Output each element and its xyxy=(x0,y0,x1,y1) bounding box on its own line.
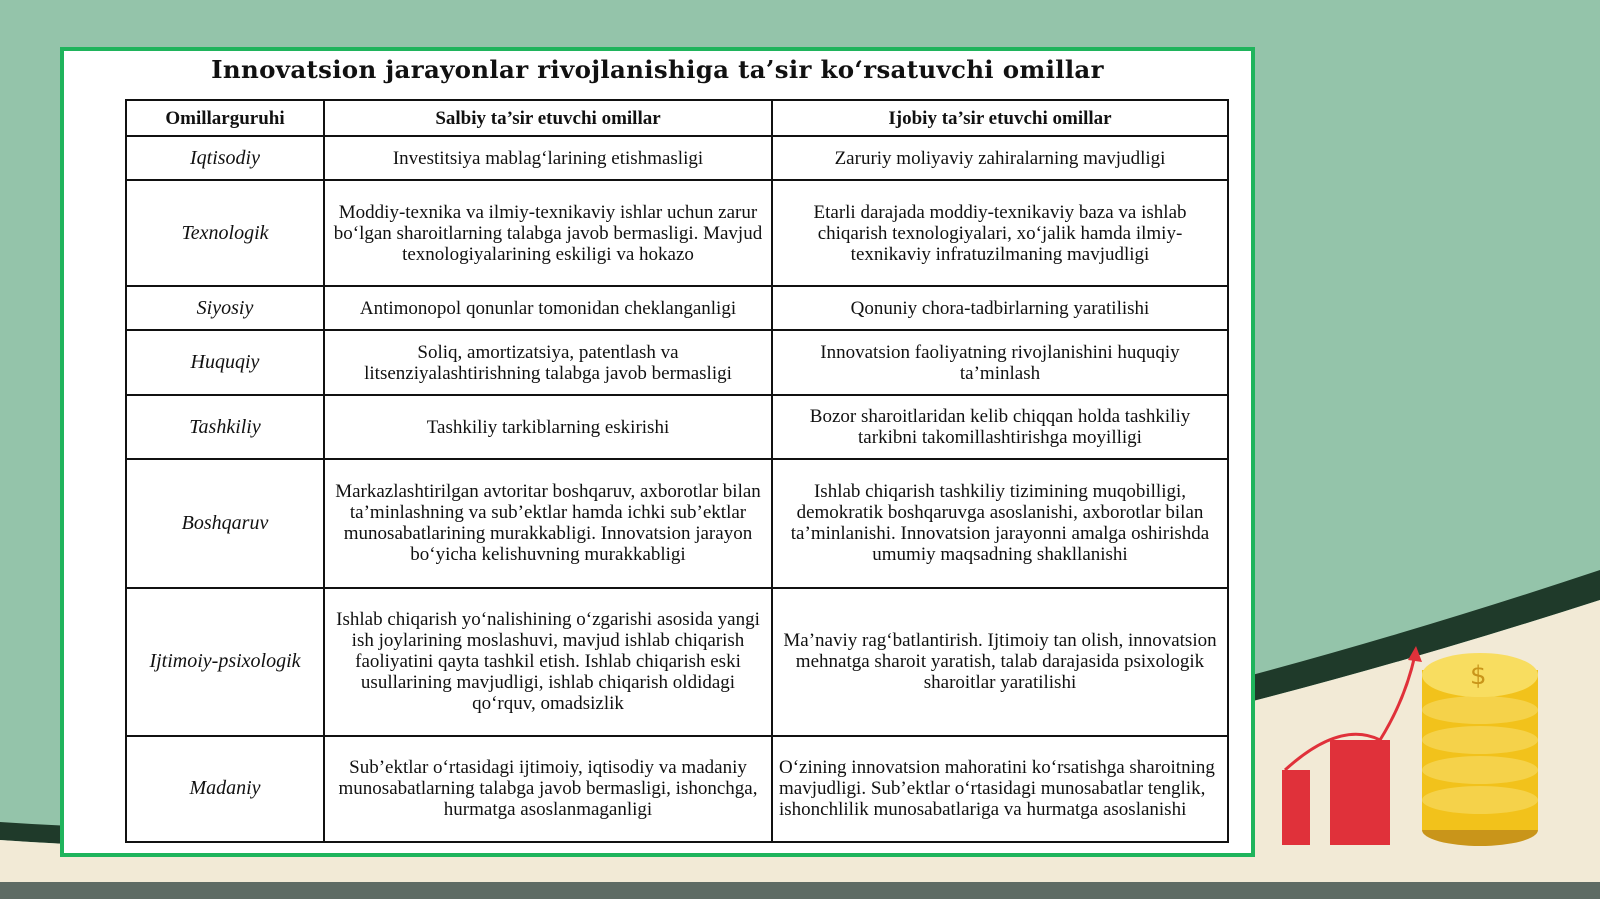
negative-cell: Soliq, amortizatsiya, patentlash va litsenziyalashtirishning talabga javob bermasligi xyxy=(324,330,772,395)
table-row xyxy=(126,136,1228,180)
svg-text:$: $ xyxy=(1470,661,1487,691)
header-positive: Ijobiy ta’sir etuvchi omillar xyxy=(772,100,1228,136)
group-cell: Siyosiy xyxy=(126,286,324,330)
bar-chart-icon xyxy=(1282,646,1422,845)
group-cell: Tashkiliy xyxy=(126,395,324,459)
negative-cell: Markazlashtirilgan avtoritar boshqaruv, axborotlar bilan ta’minlashning va sub’ektlar hamda ichki sub’ektlar munosabatlarining murakkabligi. Innovatsion jarayon bo‘yicha kelishuvning murakkabligi xyxy=(324,459,772,587)
group-cell: Ijtimoiy-psixologik xyxy=(126,588,324,736)
positive-cell: Etarli darajada moddiy-texnikaviy baza va ishlab chiqarish texnologiyalari, xo‘jalik hamda ilmiy-texnikaviy infratuzilmaning mavjudligi xyxy=(772,180,1228,286)
positive-cell: O‘zining innovatsion mahoratini ko‘rsatishga sharoitning mavjudligi. Sub’ektlar o‘rtasidagi munosabatlar tenglik, ishonchlilik munosabatlariga va hurmatga asoslanishi xyxy=(772,736,1228,842)
bottom-strip xyxy=(0,882,1600,899)
slide-title: Innovatsion jarayonlar rivojlanishiga ta’sir ko‘rsatuvchi omillar xyxy=(211,55,1104,84)
table-row xyxy=(126,330,1228,395)
negative-cell: Ishlab chiqarish yo‘nalishining o‘zgarishi asosida yangi ish joylarining moslashuvi, mavjud ishlab chiqarish faoliyatini qayta tashkil etish. Ishlab chiqarish eski usullarining mavjudligi, ishlab chiqarish oldidagi qo‘rquv, omadsizlik xyxy=(324,588,772,736)
positive-cell: Qonuniy chora-tadbirlarning yaratilishi xyxy=(772,286,1228,330)
positive-cell: Ishlab chiqarish tashkiliy tizimining muqobilligi, demokratik boshqaruvga asoslanishi, axborotlar bilan ta’minlanishi. Innovatsion jarayonni amalga oshirishda umumiy maqsadning shakllanishi xyxy=(772,459,1228,587)
table-header-row xyxy=(126,100,1228,136)
negative-cell: Sub’ektlar o‘rtasidagi ijtimoiy, iqtisodiy va madaniy munosabatlarning talabga javob bermasligi, ishonchga, hurmatga asoslanmaganligi xyxy=(324,736,772,842)
positive-cell: Ma’naviy rag‘batlantirish. Ijtimoiy tan olish, innovatsion mehnatga sharoit yaratish, talab darajasida psixologik sharoitlar yaratilishi xyxy=(772,588,1228,736)
table-row xyxy=(126,180,1228,286)
factors-table xyxy=(125,99,1229,843)
header-group: Omillarguruhi xyxy=(126,100,324,136)
group-cell: Texnologik xyxy=(126,180,324,286)
table-row xyxy=(126,736,1228,842)
header-negative: Salbiy ta’sir etuvchi omillar xyxy=(324,100,772,136)
slide-card xyxy=(60,47,1255,857)
group-cell: Iqtisodiy xyxy=(126,136,324,180)
coin-stack-icon xyxy=(1422,653,1538,846)
positive-cell: Zaruriy moliyaviy zahiralarning mavjudligi xyxy=(772,136,1228,180)
positive-cell: Bozor sharoitlaridan kelib chiqqan holda tashkiliy tarkibni takomillashtirishga moyilligi xyxy=(772,395,1228,459)
table-row xyxy=(126,286,1228,330)
group-cell: Boshqaruv xyxy=(126,459,324,587)
negative-cell: Antimonopol qonunlar tomonidan cheklanganligi xyxy=(324,286,772,330)
table-row xyxy=(126,459,1228,587)
positive-cell: Innovatsion faoliyatning rivojlanishini huquqiy ta’minlash xyxy=(772,330,1228,395)
negative-cell: Investitsiya mablag‘larining etishmasligi xyxy=(324,136,772,180)
table-row xyxy=(126,395,1228,459)
group-cell: Madaniy xyxy=(126,736,324,842)
negative-cell: Moddiy-texnika va ilmiy-texnikaviy ishlar uchun zarur bo‘lgan sharoitlarning talabga javob bermasligi. Mavjud texnologiyalarining eskiligi va hokazo xyxy=(324,180,772,286)
group-cell: Huquqiy xyxy=(126,330,324,395)
table-row xyxy=(126,588,1228,736)
negative-cell: Tashkiliy tarkiblarning eskirishi xyxy=(324,395,772,459)
